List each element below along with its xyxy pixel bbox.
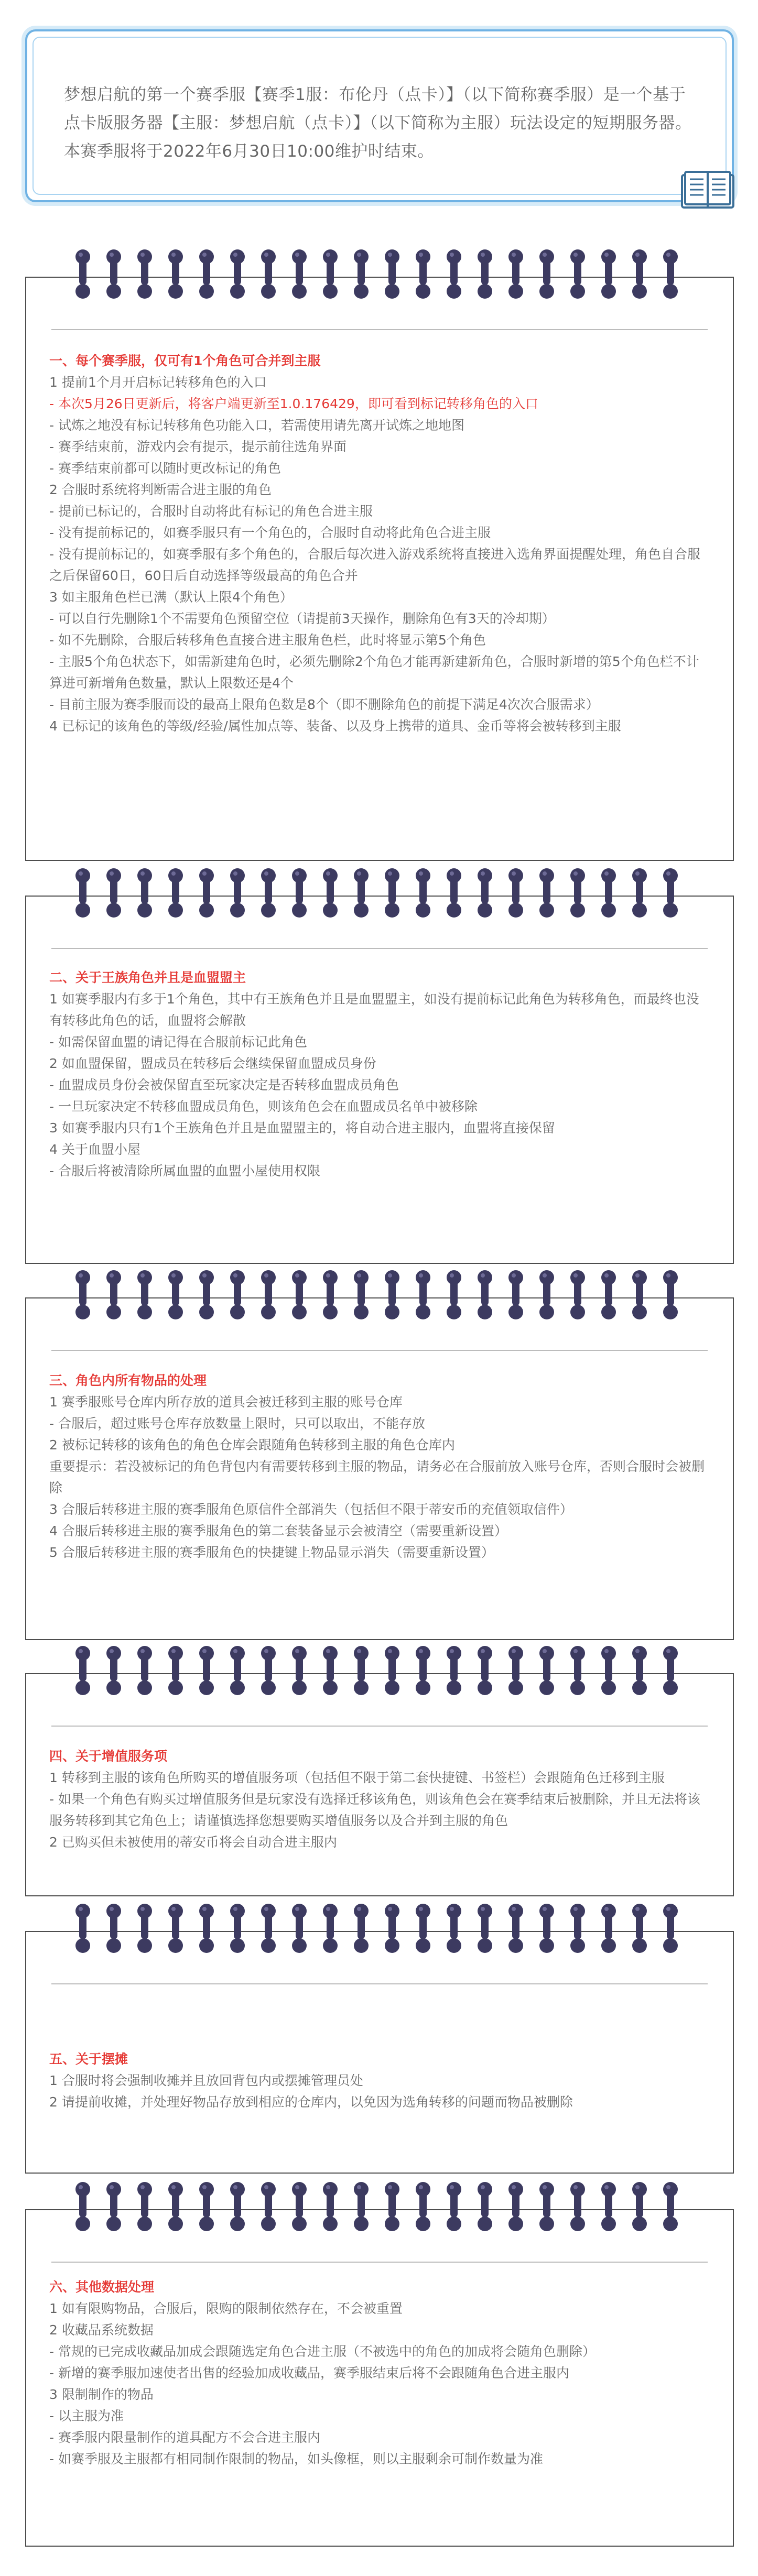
- section-line: - 以主服为准: [49, 2408, 124, 2424]
- binding-ring: [632, 868, 647, 918]
- binding-ring: [508, 1270, 523, 1319]
- binding-ring: [632, 2182, 647, 2231]
- binding-ring: [106, 1646, 121, 1695]
- binding-ring: [137, 249, 152, 299]
- binding-ring: [601, 2182, 616, 2231]
- section-title: 五、关于摆摊: [49, 2051, 128, 2067]
- binding-ring: [416, 249, 430, 299]
- binding-ring: [478, 1904, 492, 1953]
- intro-text: 梦想启航的第一个赛季服【赛季1服：布伦丹（点卡）】（以下简称赛季服）是一个基于点卡版服务器【主服：梦想启航（点卡）】（以下简称为主服）玩法设定的短期服务器。本赛季服将于2022年6月30日10:00维护时结束。: [64, 85, 692, 161]
- section-divider: [51, 2262, 708, 2263]
- section-line: - 没有提前标记的，如赛季服有多个角色的，合服后每次进入游戏系统将直接进入选角界面提醒处理，角色自合服之后保留60日，60日后自动选择等级最高的角色合并: [49, 547, 700, 583]
- spiral-binding: [73, 2180, 687, 2236]
- binding-ring: [601, 1646, 616, 1695]
- section-divider: [51, 1726, 708, 1727]
- section-card-4: [25, 1673, 734, 1896]
- binding-ring: [230, 1646, 245, 1695]
- binding-ring: [416, 868, 430, 918]
- binding-ring: [261, 1904, 276, 1953]
- binding-ring: [570, 1270, 585, 1319]
- section-line: 1 如有限购物品，合服后，限购的限制依然存在，不会被重置: [49, 2301, 403, 2316]
- binding-ring: [570, 2182, 585, 2231]
- section-line: - 一旦玩家决定不转移血盟成员角色，则该角色会在血盟成员名单中被移除: [49, 1099, 478, 1114]
- binding-ring: [137, 2182, 152, 2231]
- section-divider: [51, 948, 708, 949]
- binding-ring: [137, 1270, 152, 1319]
- binding-ring: [199, 868, 214, 918]
- binding-ring: [539, 1904, 554, 1953]
- section-line: 1 提前1个月开启标记转移角色的入口: [49, 375, 267, 390]
- binding-ring: [199, 1270, 214, 1319]
- binding-ring: [168, 1270, 183, 1319]
- binding-ring: [447, 1270, 461, 1319]
- binding-ring: [137, 1904, 152, 1953]
- binding-ring: [137, 868, 152, 918]
- section-line: - 主服5个角色状态下，如需新建角色时，必须先删除2个角色才能再新建新角色，合服时新增的第5个角色栏不计算进可新增角色数量，默认上限数还是4个: [49, 654, 699, 691]
- binding-ring: [478, 1646, 492, 1695]
- section-line: - 合服后，超过账号仓库存放数量上限时，只可以取出，不能存放: [49, 1416, 425, 1431]
- binding-ring: [663, 1270, 678, 1319]
- spiral-binding: [73, 247, 687, 304]
- section-card-6: [25, 2209, 734, 2547]
- spiral-binding: [73, 866, 687, 923]
- binding-ring: [168, 1904, 183, 1953]
- binding-ring: [539, 2182, 554, 2231]
- spiral-binding: [73, 1902, 687, 1958]
- binding-ring: [354, 1904, 369, 1953]
- binding-ring: [75, 2182, 90, 2231]
- binding-ring: [199, 1904, 214, 1953]
- binding-ring: [137, 1646, 152, 1695]
- binding-ring: [106, 868, 121, 918]
- section-divider: [51, 1983, 708, 1984]
- binding-ring: [601, 1270, 616, 1319]
- binding-ring: [478, 868, 492, 918]
- binding-ring: [199, 1646, 214, 1695]
- binding-ring: [75, 1270, 90, 1319]
- section-line: - 试炼之地没有标记转移角色功能入口，若需使用请先离开试炼之地地图: [49, 418, 464, 433]
- binding-ring: [663, 2182, 678, 2231]
- binding-ring: [323, 2182, 338, 2231]
- spiral-binding: [73, 1644, 687, 1700]
- binding-ring: [601, 868, 616, 918]
- binding-ring: [75, 1904, 90, 1953]
- binding-ring: [570, 1904, 585, 1953]
- section-line: - 血盟成员身份会被保留直至玩家决定是否转移血盟成员角色: [49, 1077, 399, 1093]
- binding-ring: [323, 1270, 338, 1319]
- binding-ring: [292, 1646, 307, 1695]
- binding-ring: [168, 1646, 183, 1695]
- binding-ring: [478, 1270, 492, 1319]
- binding-ring: [508, 2182, 523, 2231]
- section-line: - 目前主服为赛季服而设的最高上限角色数是8个（即不删除角色的前提下满足4次次合服需求）: [49, 697, 599, 712]
- section-card-2: [25, 896, 734, 1264]
- binding-ring: [478, 249, 492, 299]
- binding-ring: [385, 249, 399, 299]
- binding-ring: [354, 249, 369, 299]
- section-title: 三、角色内所有物品的处理: [49, 1373, 207, 1388]
- binding-ring: [385, 1646, 399, 1695]
- binding-ring: [385, 868, 399, 918]
- section-title: 一、每个赛季服，仅可有1个角色可合并到主服: [49, 353, 321, 368]
- binding-ring: [230, 1904, 245, 1953]
- binding-ring: [416, 1904, 430, 1953]
- binding-ring: [447, 249, 461, 299]
- section-line: 2 请提前收摊，并处理好物品存放到相应的仓库内，以免因为选角转移的问题而物品被删除: [49, 2094, 573, 2110]
- binding-ring: [385, 1270, 399, 1319]
- section-line: 3 如主服角色栏已满（默认上限4个角色）: [49, 590, 293, 605]
- binding-ring: [292, 1270, 307, 1319]
- binding-ring: [570, 1646, 585, 1695]
- binding-ring: [632, 1904, 647, 1953]
- binding-ring: [261, 249, 276, 299]
- binding-ring: [632, 249, 647, 299]
- binding-ring: [601, 1904, 616, 1953]
- section-line: - 提前已标记的，合服时自动将此有标记的角色合进主服: [49, 504, 373, 519]
- section-line: - 如需保留血盟的请记得在合服前标记此角色: [49, 1034, 307, 1050]
- binding-ring: [447, 2182, 461, 2231]
- binding-ring: [354, 1646, 369, 1695]
- section-line: 重要提示：若没被标记的角色背包内有需要转移到主服的物品，请务必在合服前放入账号仓库，否则合服时会被删除: [49, 1459, 705, 1496]
- binding-ring: [416, 1270, 430, 1319]
- binding-ring: [416, 2182, 430, 2231]
- binding-ring: [292, 249, 307, 299]
- section-line: 2 收藏品系统数据: [49, 2322, 154, 2338]
- section-line: 4 关于血盟小屋: [49, 1142, 140, 1157]
- section-divider: [51, 329, 708, 330]
- binding-ring: [354, 2182, 369, 2231]
- binding-ring: [168, 249, 183, 299]
- binding-ring: [663, 868, 678, 918]
- binding-ring: [385, 2182, 399, 2231]
- intro-box: [25, 29, 734, 202]
- section-title: 二、关于王族角色并且是血盟盟主: [49, 970, 246, 985]
- binding-ring: [354, 1270, 369, 1319]
- section-line: 4 已标记的该角色的等级/经验/属性加点等、装备、以及身上携带的道具、金币等将会被转移到主服: [49, 718, 621, 734]
- binding-ring: [199, 249, 214, 299]
- binding-ring: [106, 2182, 121, 2231]
- section-line: 2 合服时系统将判断需合进主服的角色: [49, 482, 272, 497]
- binding-ring: [292, 1904, 307, 1953]
- binding-ring: [539, 1646, 554, 1695]
- binding-ring: [447, 1646, 461, 1695]
- binding-ring: [508, 1904, 523, 1953]
- binding-ring: [323, 249, 338, 299]
- section-line: - 如赛季服及主服都有相同制作限制的物品，如头像框，则以主服剩余可制作数量为准: [49, 2451, 543, 2466]
- binding-ring: [570, 868, 585, 918]
- binding-ring: [632, 1270, 647, 1319]
- binding-ring: [539, 868, 554, 918]
- intro-inner-frame: [33, 37, 727, 195]
- binding-ring: [75, 249, 90, 299]
- spiral-binding: [73, 1268, 687, 1325]
- binding-ring: [539, 1270, 554, 1319]
- binding-ring: [75, 868, 90, 918]
- binding-ring: [261, 2182, 276, 2231]
- section-line: 1 合服时将会强制收摊并且放回背包内或摆摊管理员处: [49, 2073, 363, 2088]
- binding-ring: [168, 2182, 183, 2231]
- section-line: 2 被标记转移的该角色的角色仓库会跟随角色转移到主服的角色仓库内: [49, 1437, 455, 1453]
- binding-ring: [323, 868, 338, 918]
- section-line: - 可以自行先删除1个不需要角色预留空位（请提前3天操作，删除角色有3天的冷却期）: [49, 611, 555, 626]
- section-line: 1 如赛季服内有多于1个角色，其中有王族角色并且是血盟盟主，如没有提前标记此角色为转移角色，而最终也没有转移此角色的话，血盟将会解散: [49, 991, 699, 1028]
- section-line: 1 转移到主服的该角色所购买的增值服务项（包括但不限于第二套快捷键、书签栏）会跟随角色迁移到主服: [49, 1770, 665, 1785]
- section-line: - 没有提前标记的，如赛季服只有一个角色的，合服时自动将此角色合进主服: [49, 525, 491, 540]
- binding-ring: [106, 1270, 121, 1319]
- section-title: 六、其他数据处理: [49, 2279, 155, 2295]
- binding-ring: [323, 1904, 338, 1953]
- binding-ring: [261, 868, 276, 918]
- section-5-content: [49, 2048, 710, 2113]
- section-line: 5 合服后转移进主服的赛季服角色的快捷键上物品显示消失（需要重新设置）: [49, 1545, 494, 1560]
- binding-ring: [447, 1904, 461, 1953]
- binding-ring: [447, 868, 461, 918]
- binding-ring: [261, 1646, 276, 1695]
- binding-ring: [106, 249, 121, 299]
- section-6-content: [49, 2276, 710, 2470]
- section-line: - 如不先删除，合服后转移角色直接合进主服角色栏，此时将显示第5个角色: [49, 632, 486, 648]
- section-line: - 本次5月26日更新后，将客户端更新至1.0.176429，即可看到标记转移角色的入口: [49, 396, 538, 411]
- section-4-content: [49, 1745, 710, 1853]
- section-line: 3 限制制作的物品: [49, 2387, 154, 2402]
- binding-ring: [230, 1270, 245, 1319]
- binding-ring: [478, 2182, 492, 2231]
- binding-ring: [508, 868, 523, 918]
- section-line: - 如果一个角色有购买过增值服务但是玩家没有选择迁移该角色，则该角色会在赛季结束后被删除，并且无法将该服务转移到其它角色上；请谨慎选择您想要购买增值服务以及合并到主服的角色: [49, 1792, 700, 1828]
- section-divider: [51, 1350, 708, 1351]
- section-line: 1 赛季服账号仓库内所存放的道具会被迁移到主服的账号仓库: [49, 1394, 403, 1410]
- binding-ring: [354, 868, 369, 918]
- binding-ring: [230, 868, 245, 918]
- section-3-content: [49, 1370, 710, 1563]
- binding-ring: [663, 1646, 678, 1695]
- binding-ring: [570, 249, 585, 299]
- section-line: 2 如血盟保留，盟成员在转移后会继续保留血盟成员身份: [49, 1056, 376, 1071]
- binding-ring: [261, 1270, 276, 1319]
- section-2-content: [49, 967, 710, 1182]
- section-line: - 赛季服内限量制作的道具配方不会合进主服内: [49, 2430, 320, 2445]
- open-book-icon: [680, 170, 735, 211]
- section-card-1: [25, 277, 734, 861]
- section-line: 4 合服后转移进主服的赛季服角色的第二套装备显示会被清空（需要重新设置）: [49, 1523, 507, 1538]
- binding-ring: [292, 868, 307, 918]
- binding-ring: [663, 249, 678, 299]
- binding-ring: [106, 1904, 121, 1953]
- binding-ring: [385, 1904, 399, 1953]
- binding-ring: [292, 2182, 307, 2231]
- binding-ring: [168, 868, 183, 918]
- section-title: 四、关于增值服务项: [49, 1749, 168, 1764]
- section-card-5: [25, 1931, 734, 2174]
- binding-ring: [601, 249, 616, 299]
- binding-ring: [416, 1646, 430, 1695]
- binding-ring: [230, 2182, 245, 2231]
- binding-ring: [508, 1646, 523, 1695]
- section-1-content: [49, 350, 710, 737]
- binding-ring: [508, 249, 523, 299]
- section-line: - 合服后将被清除所属血盟的血盟小屋使用权限: [49, 1163, 320, 1178]
- binding-ring: [663, 1904, 678, 1953]
- section-line: - 新增的赛季服加速使者出售的经验加成收藏品，赛季服结束后将不会跟随角色合进主服内: [49, 2365, 569, 2381]
- section-line: - 常规的已完成收藏品加成会跟随选定角色合进主服（不被选中的角色的加成将会随角色删除）: [49, 2344, 595, 2359]
- section-line: 3 合服后转移进主服的赛季服角色原信件全部消失（包括但不限于蒂安币的充值领取信件）: [49, 1502, 573, 1517]
- section-line: 3 如赛季服内只有1个王族角色并且是血盟盟主的，将自动合进主服内，血盟将直接保留: [49, 1120, 555, 1136]
- section-line: 2 已购买但未被使用的蒂安币将会自动合进主服内: [49, 1835, 337, 1850]
- binding-ring: [632, 1646, 647, 1695]
- section-line: - 赛季结束前都可以随时更改标记的角色: [49, 461, 281, 476]
- binding-ring: [199, 2182, 214, 2231]
- binding-ring: [323, 1646, 338, 1695]
- section-line: - 赛季结束前，游戏内会有提示，提示前往选角界面: [49, 439, 346, 454]
- section-card-3: [25, 1297, 734, 1640]
- binding-ring: [539, 249, 554, 299]
- binding-ring: [230, 249, 245, 299]
- binding-ring: [75, 1646, 90, 1695]
